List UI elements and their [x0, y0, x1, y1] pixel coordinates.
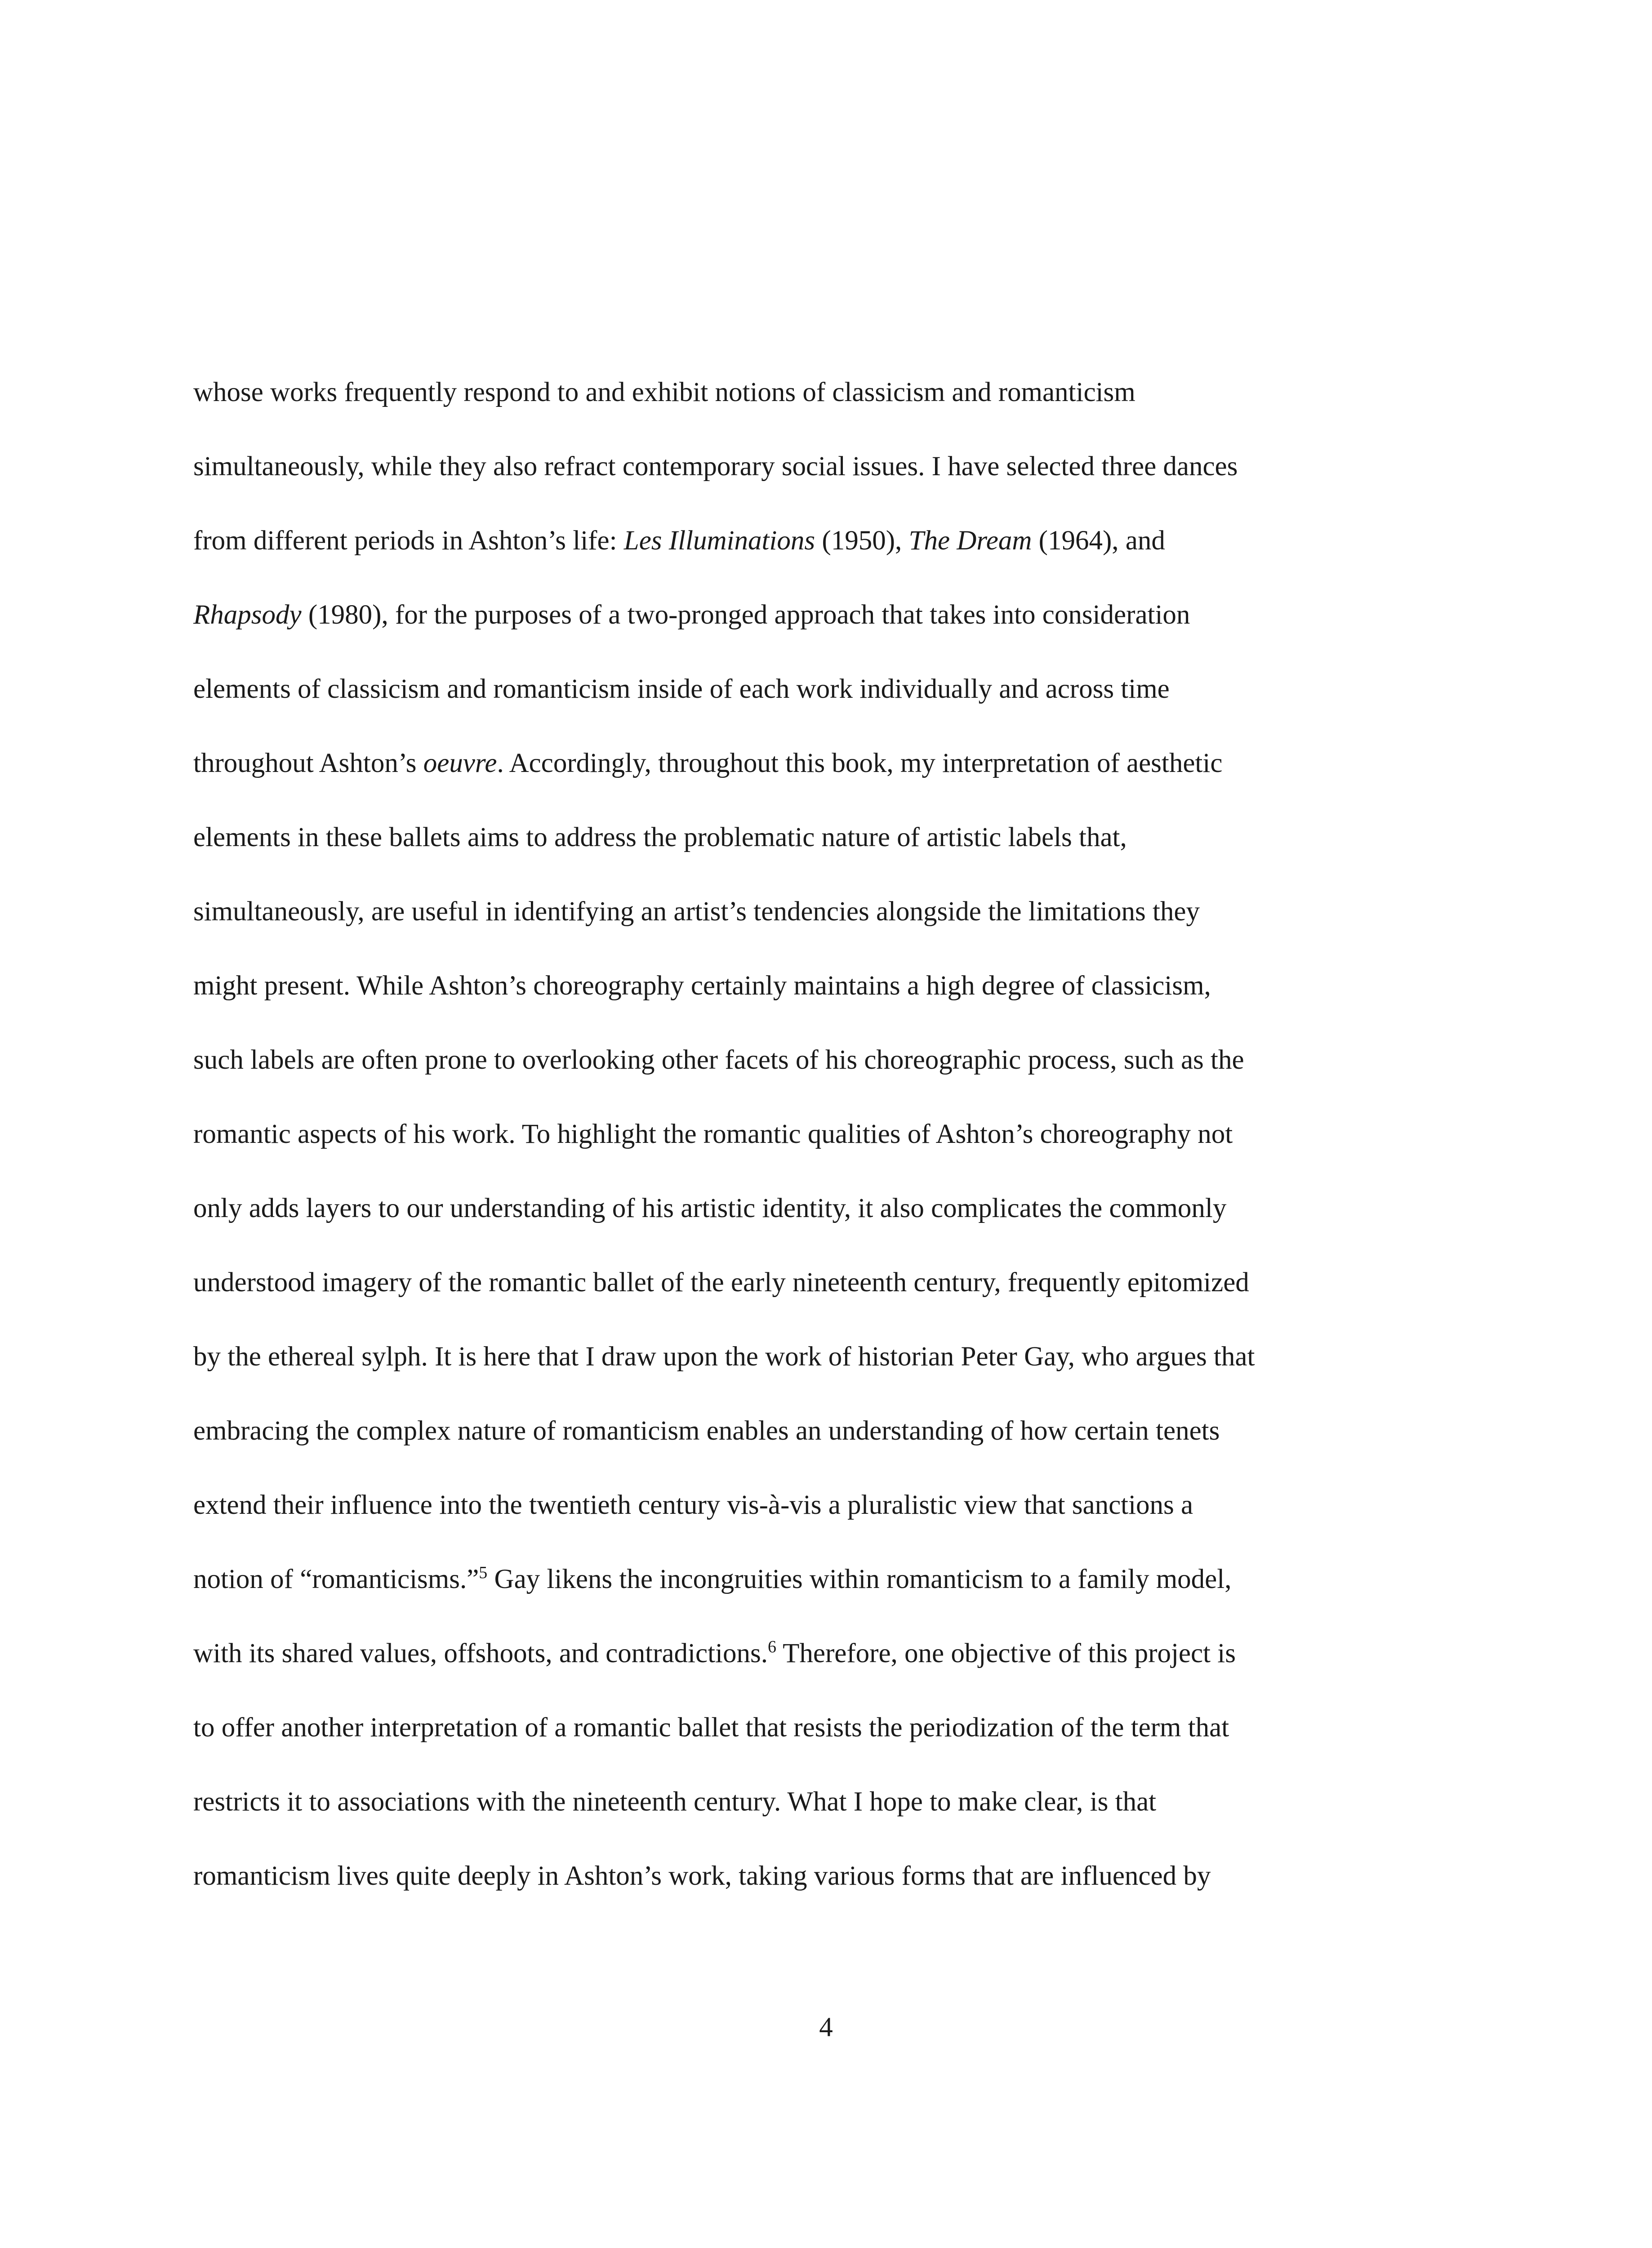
text-line-16: extend their influence into the twentieth century vis-à-vis a pluralistic view that sanctions a [193, 1490, 1193, 1520]
text-line-18: with its shared values, offshoots, and contradictions.$^6$ Therefore, one objective of this project is [193, 1637, 1236, 1668]
italic-term-oeuvre: oeuvre [423, 748, 497, 778]
work-title-rhapsody: Rhapsody [193, 600, 302, 630]
text-line-7: elements in these ballets aims to address the problematic nature of artistic labels that, [193, 822, 1127, 852]
text-line-15: embracing the complex nature of romanticism enables an understanding of how certain tenets [193, 1416, 1220, 1446]
text-line-3: from different periods in Ashton’s life: Les Illuminations (1950), The Dream (1964), and [193, 526, 1165, 556]
work-title-the-dream: The Dream [908, 526, 1032, 556]
body-paragraph [193, 355, 1447, 1913]
text-line-17: notion of “romanticisms.”$^5$ Gay likens the incongruities within romanticism to a family model, [193, 1563, 1232, 1594]
text-line-5: elements of classicism and romanticism inside of each work individually and across time [193, 674, 1170, 704]
text-line-2: simultaneously, while they also refract contemporary social issues. I have selected three dances [193, 451, 1238, 482]
text-line-9: might present. While Ashton’s choreography certainly maintains a high degree of classicism, [193, 971, 1211, 1001]
text-line-12: only adds layers to our understanding of his artistic identity, it also complicates the commonly [193, 1193, 1227, 1223]
text-line-13: understood imagery of the romantic ballet of the early nineteenth century, frequently epitomized [193, 1267, 1249, 1298]
text-line-14: by the ethereal sylph. It is here that I draw upon the work of historian Peter Gay, who argues that [193, 1342, 1255, 1372]
footnote-marker-6[interactable]: 6 [767, 1637, 776, 1656]
text-line-10: such labels are often prone to overlooking other facets of his choreographic process, such as the [193, 1045, 1244, 1075]
page-number: 4 [819, 2012, 833, 2043]
text-line-19: to offer another interpretation of a romantic ballet that resists the periodization of the term that [193, 1713, 1229, 1743]
text-line-1: whose works frequently respond to and exhibit notions of classicism and romanticism [193, 377, 1135, 407]
footnote-marker-5[interactable]: 5 [479, 1563, 488, 1582]
text-line-21: romanticism lives quite deeply in Ashton’s work, taking various forms that are influenced by [193, 1861, 1211, 1891]
text-line-6: throughout Ashton’s oeuvre. Accordingly, throughout this book, my interpretation of aesthetic [193, 748, 1223, 778]
text-line-11: romantic aspects of his work. To highlight the romantic qualities of Ashton’s choreography not [193, 1119, 1233, 1149]
text-line-20: restricts it to associations with the nineteenth century. What I hope to make clear, is that [193, 1787, 1157, 1817]
text-line-8: simultaneously, are useful in identifying an artist’s tendencies alongside the limitations they [193, 897, 1200, 927]
text-line-4: Rhapsody (1980), for the purposes of a two-pronged approach that takes into consideration [193, 600, 1190, 630]
work-title-les-illuminations: Les Illuminations [623, 526, 815, 556]
